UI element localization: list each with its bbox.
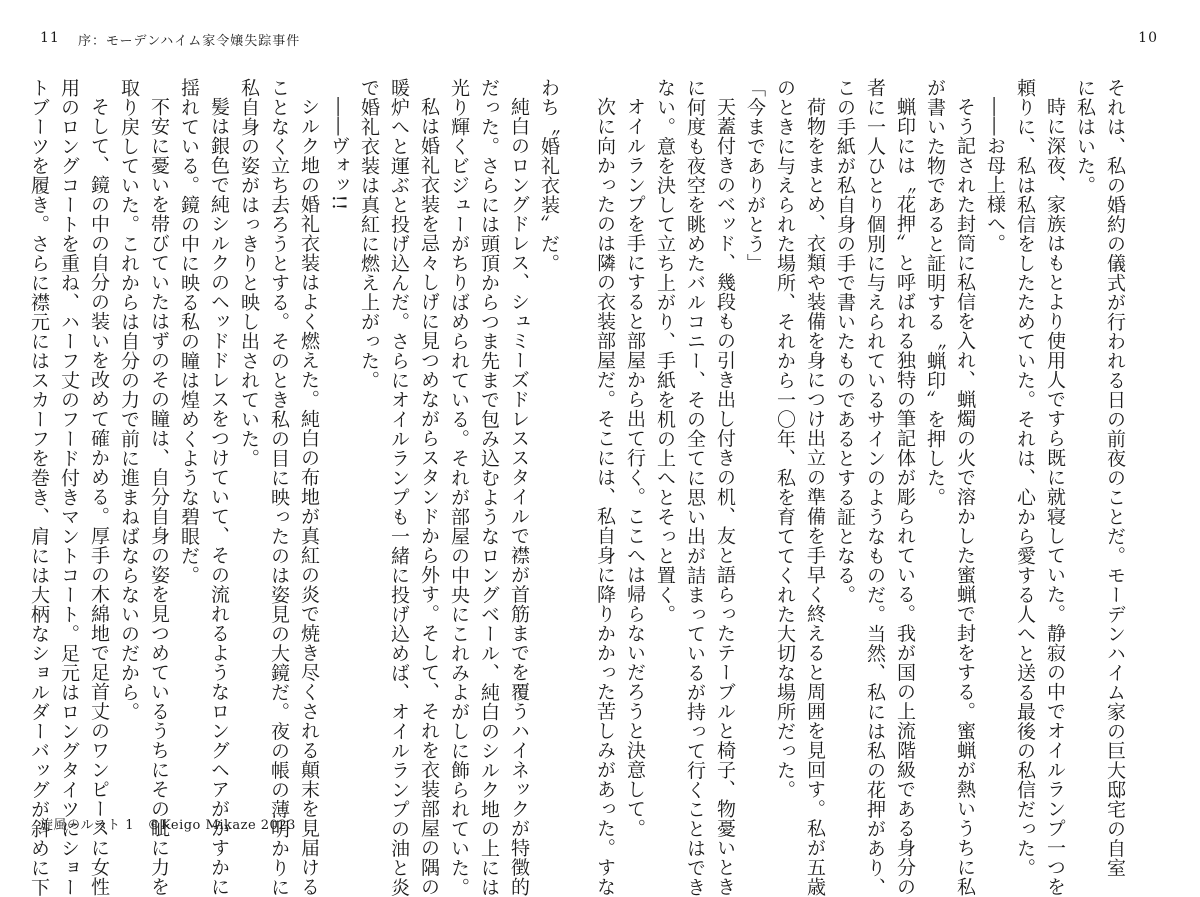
text-line: 「今までありがとう」 [744,78,766,273]
text-line: だった。さらには頭頂からつま先まで包み込むようなロングベール、純白のシルク地の上には [478,78,500,897]
text-line: シルク地の婚礼衣装はよく燃えた。純白の布地が真紅の炎で焼き尽くされる顛末を見届ける [298,97,320,897]
right-page [594,0,1200,897]
text-line: トブーツを履き。さらに襟元にはスカーフを巻き、肩には大柄なショルダーバッグが斜めに下 [28,78,50,897]
text-line: 私は婚礼衣装を忌々しげに見つめながらスタンドから外す。そして、それを衣装部屋の隅の [418,97,440,897]
text-line: ない。意を決して立ち上がり、手紙を机の上へとそっと置く。 [654,78,676,624]
text-line: のときに与えられた場所、それから一〇年、私を育ててくれた大切な場所だった。 [774,78,796,800]
text-line: そう記された封筒に私信を入れ、蝋燭の火で溶かした蜜蝋で封をする。蜜蝋が熱いうちに私 [954,97,976,897]
text-line: 蝋印には〝花押〟と呼ばれる独特の筆記体が彫られている。我が国の上流階級である身分の [894,97,916,897]
text-line: そして、鏡の中の自分の装いを改めて確かめる。厚手の木綿地で足首丈のワンピースに女性 [88,97,110,897]
right-body-text [590,78,1130,897]
text-line: 不安に憂いを帯びていたはずのその瞳は、自分自身の姿を見つめているうちにその眦に力を [148,97,170,897]
text-line: オイルランプを手にすると部屋から出て行く。ここへは帰らないだろうと決意して。 [624,97,646,838]
text-line: わち〝婚礼衣装〟だ。 [538,78,560,273]
page-number-left: 11 [40,30,60,46]
text-line: それは、私の婚約の儀式が行われる日の前夜のことだ。モーデンハイム家の巨大邸宅の自室 [1104,78,1126,878]
text-line: 頼りに、私は私信をしたためていた。それは、心から愛する人へと送る最後の私信だった。 [1014,78,1036,878]
text-line: 純白のロングドレス、シュミーズドレススタイルで襟が首筋までを覆うハイネックが特徴的 [508,97,530,897]
text-line: 私自身の姿がはっきりと映し出されていた。 [238,78,260,468]
text-line: で婚礼衣装は真紅に燃え上がった。 [358,78,380,390]
text-line: に何度も夜空を眺めたバルコニー、その全てに思い出が詰まっているが持って行くことはでき [684,78,706,897]
text-line: 時に深夜、家族はもとより使用人ですら既に就寝していた。静寂の中でオイルランプ一つを [1044,97,1066,897]
text-line: 者に一人ひとり個別に与えられているサインのようなものだ。当然、私には私の花押があり、 [864,78,886,897]
text-line: この手紙が私自身の手で書いたものであるとする証となる。 [834,78,856,605]
text-line: ことなく立ち去ろうとする。そのとき私の目に映ったのは姿見の大鏡だ。夜の帳の薄明かりに [268,78,290,897]
text-line: 光り輝くビジューがちりばめられている。それが部屋の中央にこれみよがしに飾られていた。 [448,78,470,897]
text-line: 荷物をまとめ、衣類や装備を身につけ出立の準備を手早く終えると周囲を見回す。私が五歳 [804,97,826,897]
text-line: 天蓋付きのベッド、幾段もの引き出し付きの机、友と語らったテーブルと椅子、物憂いとき [714,97,736,897]
text-line: 暖炉へと運ぶと投げ込んだ。さらにオイルランプも一緒に投げ込めば、オイルランプの油と炎 [388,78,410,897]
footer-copyright: 旋風のルスト 1 ©Keigo Mikaze 2023 [40,818,296,833]
text-line: 取り戻していた。これからは自分の力で前に進まねばならないのだから。 [118,78,140,722]
text-line: 用のロングコートを重ね、ハーフ丈のフード付きマントコート。足元はロングタイツにショー [58,78,80,897]
running-head: 序：モーデンハイム家令嬢失踪事件 [78,34,301,49]
text-line: ――お母上様へ。 [984,97,1006,253]
text-line: 次に向かったのは隣の衣装部屋だ。そこには、私自身に降りかかった苦しみがあった。すな [594,97,616,897]
page-number-right: 10 [1138,30,1158,46]
text-line: ――ヴォッ!! [328,97,350,211]
text-line: が書いた物であると証明する〝蝋印〟を押した。 [924,78,946,507]
text-line: 髪は銀色で純シルクのヘッドドレスをつけていて、その流れるようなロングヘアがかすかに [208,97,230,897]
text-line: に私はいた。 [1074,78,1096,195]
text-line: 揺れている。鏡の中に映る私の瞳は煌めくような碧眼だ。 [178,78,200,585]
